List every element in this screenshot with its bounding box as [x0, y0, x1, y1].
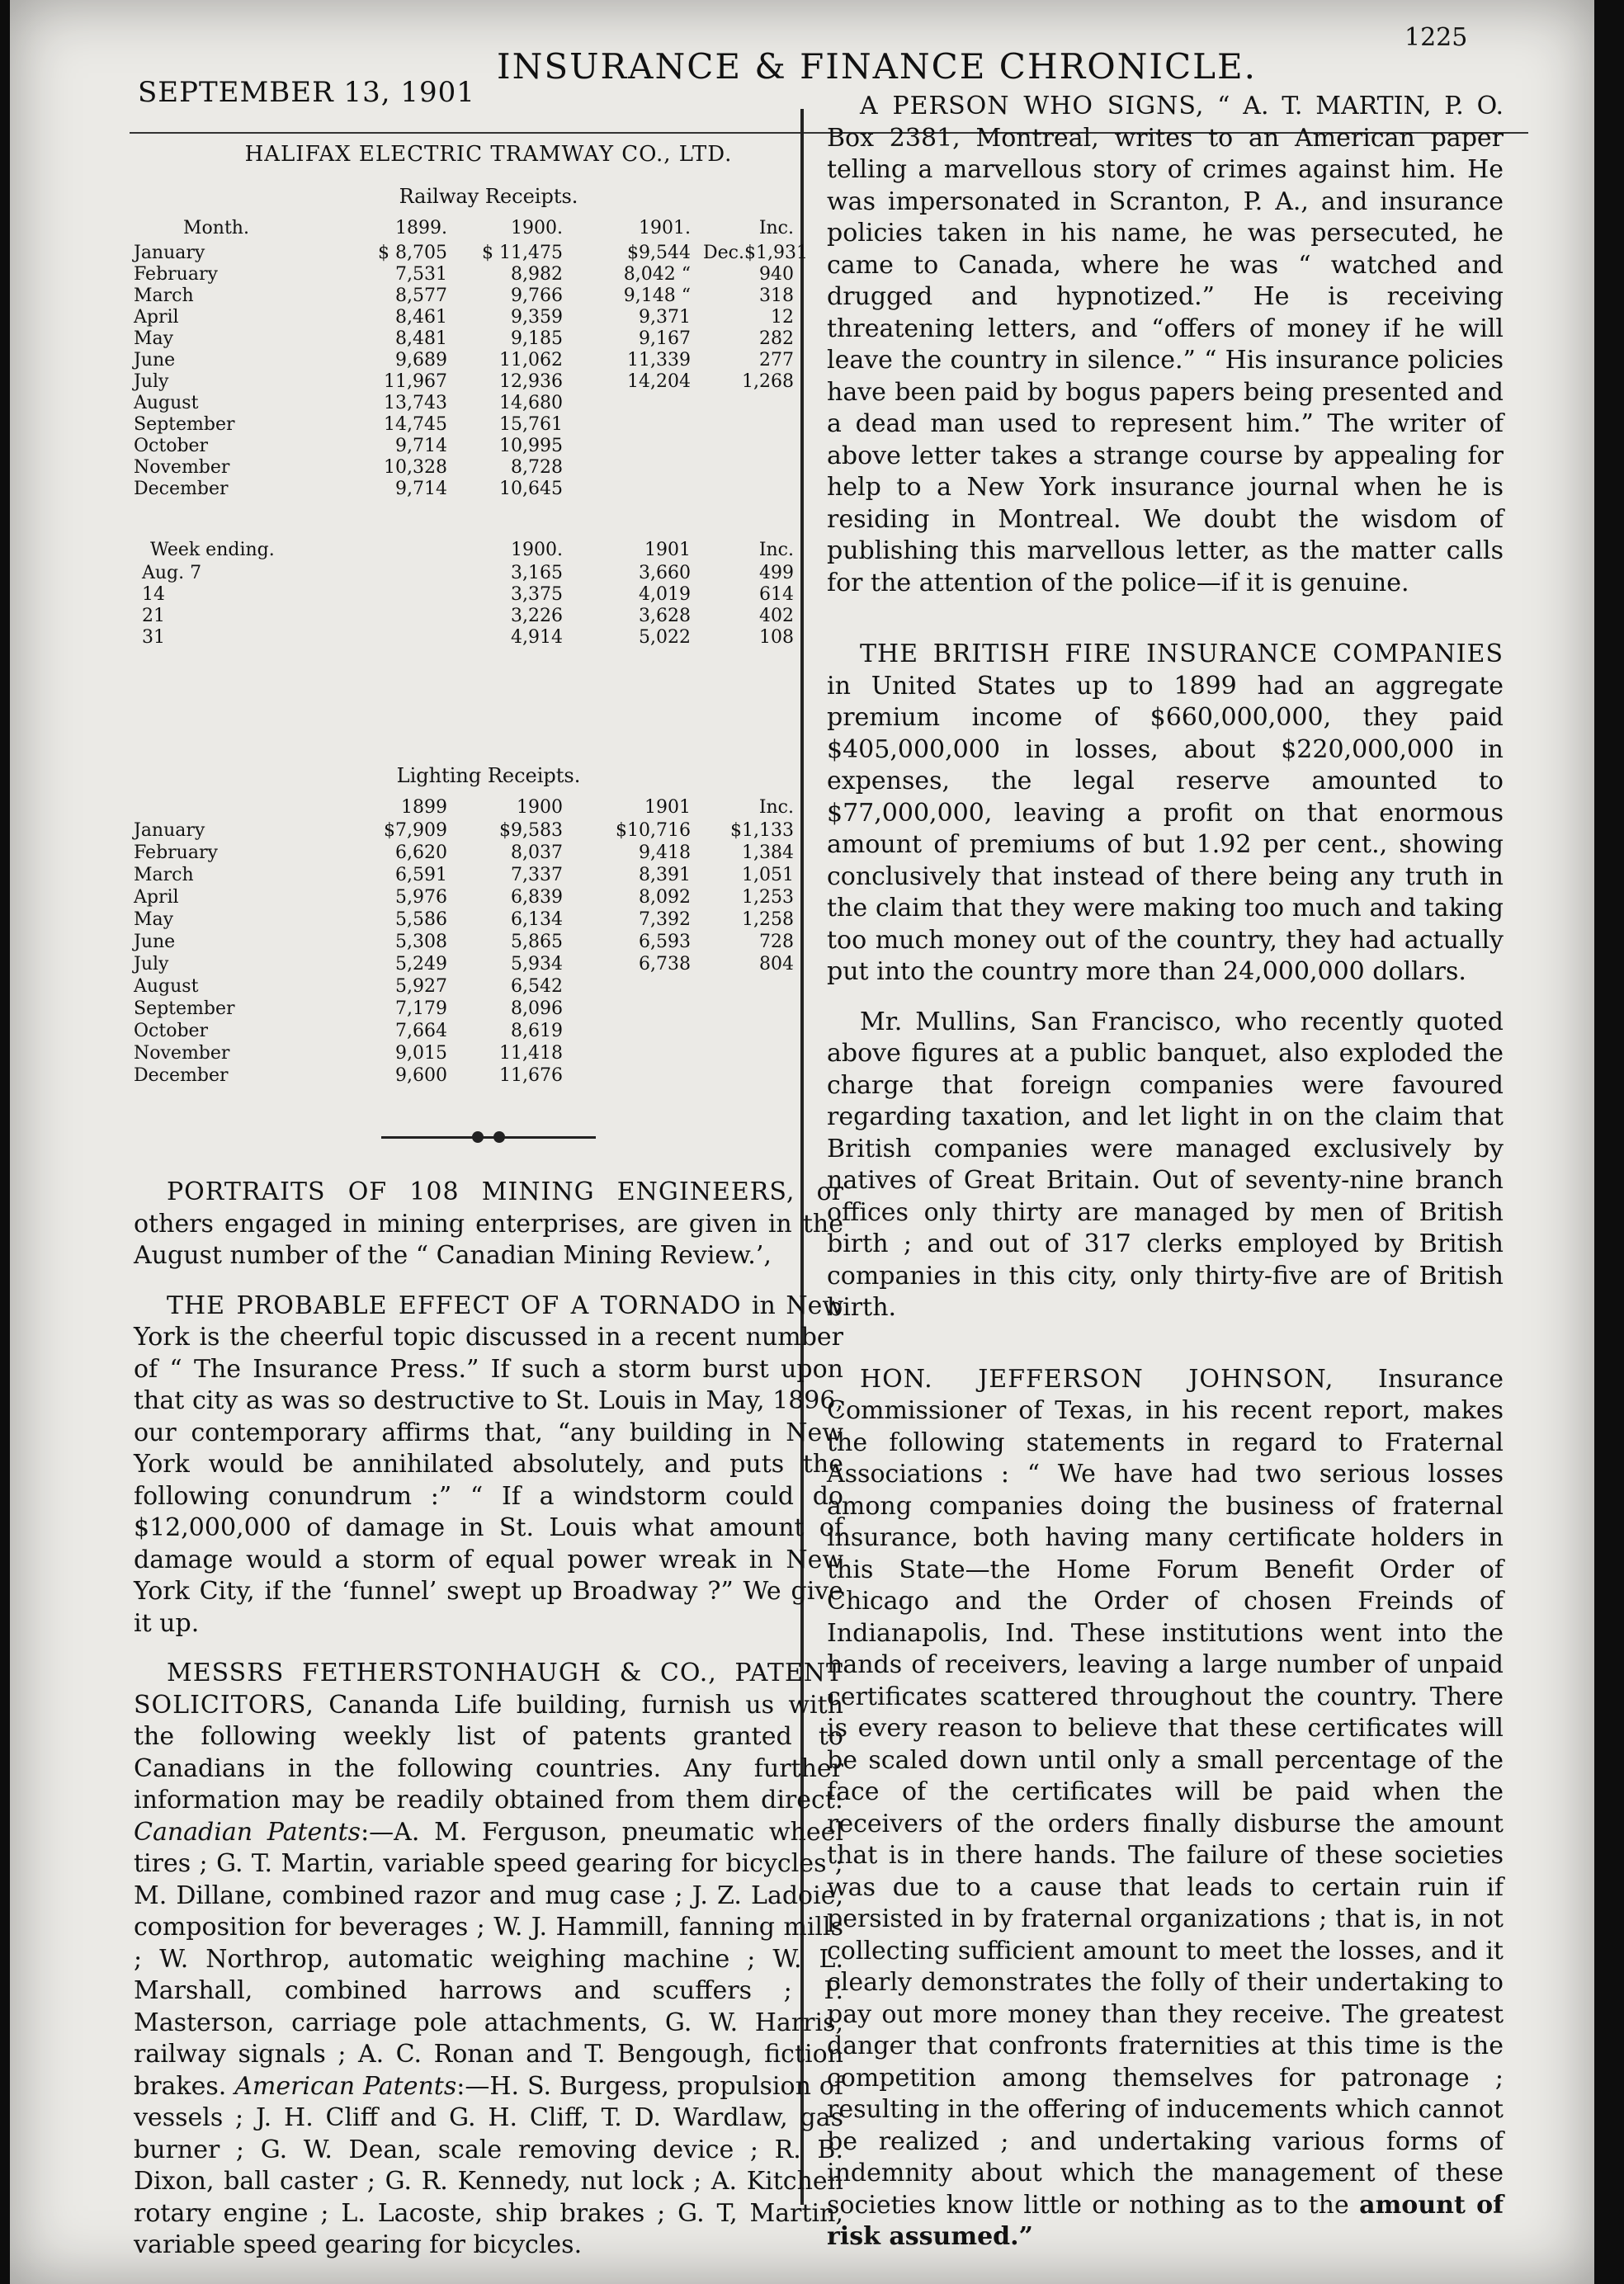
cell-inc: 402 — [759, 606, 794, 626]
row-month: July — [134, 954, 169, 974]
cell-1899: $7,909 — [384, 820, 447, 841]
cell-1901: 3,628 — [639, 606, 691, 626]
cell-1900: 8,037 — [511, 842, 563, 863]
railway-receipts-table — [134, 218, 843, 746]
cell-1900: 6,839 — [511, 887, 563, 908]
table-row — [134, 865, 843, 886]
cell-1901: 8,092 — [639, 887, 691, 908]
cell-1901: $10,716 — [616, 820, 691, 841]
cell-1901: 6,738 — [639, 954, 691, 974]
row-month: November — [134, 457, 230, 478]
lighting-col-inc: Inc. — [758, 797, 794, 818]
cell-1900: $9,583 — [499, 820, 563, 841]
cell-inc: Dec.$1,931 — [703, 243, 808, 263]
cell-inc: 940 — [759, 264, 794, 285]
right-column — [827, 91, 1504, 2272]
cell-1900: 11,062 — [499, 350, 563, 370]
lighting-receipts-title: Lighting Receipts. — [396, 764, 581, 787]
cell-1899: 5,308 — [395, 932, 447, 952]
table-row — [134, 328, 843, 350]
cell-1899: 8,481 — [395, 328, 447, 349]
table-row — [134, 479, 843, 500]
cell-inc: 499 — [759, 563, 794, 583]
col-header-week-ending: Week ending. — [150, 540, 275, 560]
table-row — [134, 584, 843, 606]
row-month: April — [134, 307, 179, 328]
cell-1900: 11,676 — [499, 1065, 563, 1086]
cell-1901: 5,022 — [639, 627, 691, 648]
row-month: March — [134, 865, 194, 885]
cell-1900: 4,914 — [511, 627, 563, 648]
cell-1899: 13,743 — [384, 393, 447, 413]
cell-1899: 11,967 — [384, 371, 447, 392]
cell-1901: 9,148 “ — [623, 286, 691, 306]
cell-1900: 6,134 — [511, 909, 563, 930]
cell-1900: 10,995 — [499, 436, 563, 456]
row-month: February — [134, 842, 218, 863]
cell-1900: 12,936 — [499, 371, 563, 392]
cell-1900: 5,865 — [511, 932, 563, 952]
paragraph-johnson: HON. JEFFERSON JOHNSON, Insurance Commissioner of Texas, in his recent report, makes the following statements in regard to Fraternal Associations : “ We have had two serious losses among companies doing the business of fraternal insurance, both having many certificate holders in this State—the Home Forum Benefit Order of Chicago and the Order of chosen Freinds of Indianapolis, Ind. These institutions went into the hands of receivers, leaving a large number of unpaid certificates scattered throughout the country. There is every reason to believe that these certificates will be scaled down until only a small percentage of the face of the certificates will be paid when the receivers of the orders finally disburse the amount that is in there hands. The failure of these societies was due to a cause that leads to certain ruin if persisted in by fraternal organizations ; that is, in not collecting sufficient amount to meet the losses, and it clearly demonstrates the folly of their undertaking to pay out more money than they receive. The greatest danger that confronts fraternities at this time is the competition among themselves for patronage ; resulting in the offering of inducements which cannot be realized ; and undertaking various forms of indemnity about which the management of these societies know little or nothing as to the amount of risk assumed.” — [827, 1364, 1504, 2251]
cell-1900: 9,766 — [511, 286, 563, 306]
cell-1899: 7,179 — [395, 998, 447, 1019]
cell-1900: 6,542 — [511, 976, 563, 997]
row-month: October — [134, 436, 209, 456]
cell-1900: 10,645 — [499, 479, 563, 499]
cell-1901: 8,391 — [639, 865, 691, 885]
row-month: September — [134, 998, 235, 1019]
table-row — [134, 243, 843, 264]
cell-inc: 1,268 — [742, 371, 794, 392]
paragraph-patents: MESSRS FETHERSTONHAUGH & CO., PATENT SOLICITORS, Cananda Life building, furnish us with the following weekly list of patents granted to Canadians in the following countries. Any further information may be readily obtained from them direct: Canadian Patents:—A. M. Ferguson, pneumatic wheel tires ; G. T. Martin, variable speed gearing for bicycles ; M. Dillane, combined razor and mug case ; J. Z. Ladoie, composition for beverages ; W. J. Hammill, fanning mills ; W. Northrop, automatic weighing machine ; W. L. Marshall, combined harrows and scuffers ; P. Masterson, carriage pole attachments, G. W. Harris, railway signals ; A. C. Ronan and T. Bengough, fiction brakes. American Patents:—H. S. Burgess, propulsion of vessels ; J. H. Cliff and G. H. Cliff, T. D. Wardlaw, gas burner ; G. W. Dean, scale removing device ; R. B. Dixon, ball caster ; G. R. Kennedy, nut lock ; A. Kitchen rotary engine ; L. Lacoste, ship brakes ; G. T, Martin, variable speed gearing for bicycles. — [134, 1659, 843, 2259]
row-week: 31 — [142, 627, 165, 648]
cell-1900: 9,185 — [511, 328, 563, 349]
cell-1899: 5,249 — [395, 954, 447, 974]
row-week: 14 — [142, 584, 165, 605]
row-month: April — [134, 887, 179, 908]
cell-inc: 282 — [759, 328, 794, 349]
cell-1900: 8,619 — [511, 1021, 563, 1041]
cell-1899: 9,600 — [395, 1065, 447, 1086]
col-header-week-1901: 1901 — [644, 540, 691, 560]
lighting-col-1900: 1900 — [517, 797, 563, 818]
cell-1901: 7,392 — [639, 909, 691, 930]
table-row — [134, 393, 843, 414]
cell-1899: 7,531 — [395, 264, 447, 285]
row-month: December — [134, 1065, 229, 1086]
table-row — [134, 414, 843, 436]
row-month: November — [134, 1043, 230, 1064]
table-row — [134, 1043, 843, 1064]
col-header-1900: 1900. — [511, 218, 563, 238]
row-month: June — [134, 350, 176, 370]
col-header-month: Month. — [183, 218, 249, 238]
cell-inc: 12 — [771, 307, 794, 328]
table-row — [134, 307, 843, 328]
cell-1899: 6,591 — [395, 865, 447, 885]
lighting-header-row — [134, 797, 843, 819]
row-month: September — [134, 414, 235, 435]
table-row — [134, 350, 843, 371]
cell-1900: 8,982 — [511, 264, 563, 285]
cell-1899: 5,586 — [395, 909, 447, 930]
cell-1901: 8,042 “ — [623, 264, 691, 285]
row-week: 21 — [142, 606, 165, 626]
col-header-1901: 1901. — [639, 218, 691, 238]
issue-date: SEPTEMBER 13, 1901 — [138, 76, 475, 109]
cell-1900: 3,375 — [511, 584, 563, 605]
cell-inc: 614 — [759, 584, 794, 605]
table-row — [134, 286, 843, 307]
cell-1901: 9,167 — [639, 328, 691, 349]
cell-1900: 3,226 — [511, 606, 563, 626]
left-column — [134, 124, 843, 2280]
cell-inc: 1,253 — [742, 887, 794, 908]
cell-1901: 9,418 — [639, 842, 691, 863]
lighting-col-1901: 1901 — [644, 797, 691, 818]
paragraph-mullins: Mr. Mullins, San Francisco, who recently quoted above figures at a public banquet, also exploded the charge that foreign companies were favoured regarding taxation, and let light in on the claim that British companies were managed exclusively by natives of Great Britain. Out of seventy-nine branch offices only thirty are managed by men of British birth ; and out of 317 clerks employed by British companies in this city, only thirty-five are of British birth. — [827, 1007, 1504, 1322]
paragraph-tornado: THE PROBABLE EFFECT OF A TORNADO in New York is the cheerful topic discussed in a recent number of “ The Insurance Press.” If such a storm burst upon that city as was so destructive to St. Louis in May, 1896, our contemporary affirms that, “any building in New York would be annihilated absolutely, and puts the following conundrum :” “ If a windstorm could do $12,000,000 of damage in St. Louis what amount of damage would a storm of equal power wreak in New York City, if the ‘funnel’ swept up Broadway ?” We give it up. — [134, 1291, 844, 1638]
cell-inc: 728 — [759, 932, 794, 952]
cell-1901: $9,544 — [627, 243, 691, 263]
table-row — [134, 976, 843, 998]
cell-1900: 15,761 — [499, 414, 563, 435]
table-row — [134, 436, 843, 457]
cell-inc: 1,384 — [742, 842, 794, 863]
table-row — [134, 1021, 843, 1042]
col-header-week-inc: Inc. — [758, 540, 794, 560]
table-row — [134, 909, 843, 931]
row-month: December — [134, 479, 229, 499]
row-month: October — [134, 1021, 209, 1041]
table-row — [134, 1065, 843, 1087]
table-row — [134, 998, 843, 1020]
cell-1899: 9,714 — [395, 479, 447, 499]
cell-1901: 6,593 — [639, 932, 691, 952]
cell-inc: 1,051 — [742, 865, 794, 885]
table-row — [134, 820, 843, 842]
table-row — [134, 371, 843, 393]
cell-inc: $1,133 — [730, 820, 794, 841]
row-month: February — [134, 264, 218, 285]
cell-1899: 9,689 — [395, 350, 447, 370]
row-week: Aug. 7 — [142, 563, 202, 583]
cell-1900: 14,680 — [499, 393, 563, 413]
cell-inc: 318 — [759, 286, 794, 306]
cell-1901: 3,660 — [639, 563, 691, 583]
col-header-1899: 1899. — [395, 218, 447, 238]
col-header-inc: Inc. — [758, 218, 794, 238]
cell-1901: 4,019 — [639, 584, 691, 605]
row-month: March — [134, 286, 194, 306]
cell-1899: $ 8,705 — [378, 243, 447, 263]
section-ornament — [381, 1130, 596, 1144]
railway-receipts-title: Railway Receipts. — [399, 185, 578, 208]
cell-1900: 11,418 — [499, 1043, 563, 1064]
row-month: January — [134, 820, 205, 841]
cell-1901: 11,339 — [627, 350, 691, 370]
cell-inc: 277 — [759, 350, 794, 370]
paragraph-martin: A PERSON WHO SIGNS, “ A. T. MARTIN, P. O. Box 2381, Montreal, writes to an American paper telling a marvellous story of crimes against him. He was impersonated in Scranton, P. A., and insurance policies taken in his name, he was persecuted, he came to Canada, where he was “ watched and drugged and hypnotized.” He is receiving threatening letters, and “offers of money if he will leave the country in silence.” “ His insurance policies have been paid by bogus papers being presented and a dead man used to represent him.” The writer of above letter takes a strange course by appealing for help to a New York insurance journal when he is residing in Montreal. We doubt the wisdom of publishing this marvellous letter, as the matter calls for the attention of the police—if it is genuine. — [827, 92, 1504, 597]
cell-1899: 6,620 — [395, 842, 447, 863]
cell-1900: 7,337 — [511, 865, 563, 885]
table-row — [134, 954, 843, 975]
cell-1901: 9,371 — [639, 307, 691, 328]
cell-1899: 14,745 — [384, 414, 447, 435]
col-header-week-1900: 1900. — [511, 540, 563, 560]
table-row — [134, 563, 843, 584]
table-row — [134, 606, 843, 627]
cell-inc: 1,258 — [742, 909, 794, 930]
cell-1899: 8,577 — [395, 286, 447, 306]
cell-1900: 8,728 — [511, 457, 563, 478]
cell-1900: 9,359 — [511, 307, 563, 328]
cell-1901: 14,204 — [627, 371, 691, 392]
cell-1899: 5,976 — [395, 887, 447, 908]
row-month: June — [134, 932, 176, 952]
cell-1900: 5,934 — [511, 954, 563, 974]
publication-title: INSURANCE & FINANCE CHRONICLE. — [497, 46, 1257, 87]
lighting-col-1899: 1899 — [401, 797, 447, 818]
table-row — [134, 887, 843, 908]
week-header-row — [134, 540, 843, 561]
row-month: August — [134, 393, 199, 413]
railway-header-row — [134, 218, 843, 239]
table-row — [134, 627, 843, 649]
paragraph-mining-engineers: PORTRAITS OF 108 MINING ENGINEERS, or others engaged in mining enterprises, are given in the August number of the “ Canadian Mining Review.’, — [134, 1177, 843, 1270]
table-row — [134, 264, 843, 286]
row-month: July — [134, 371, 169, 392]
cell-1899: 5,927 — [395, 976, 447, 997]
table-row — [134, 457, 843, 479]
cell-1900: 8,096 — [511, 998, 563, 1019]
row-month: May — [134, 909, 174, 930]
cell-1899: 9,714 — [395, 436, 447, 456]
row-month: January — [134, 243, 205, 263]
cell-1899: 8,461 — [395, 307, 447, 328]
cell-inc: 804 — [759, 954, 794, 974]
table-row — [134, 842, 843, 864]
cell-1900: 3,165 — [511, 563, 563, 583]
cell-1899: 10,328 — [384, 457, 447, 478]
paragraph-british-fire: THE BRITISH FIRE INSURANCE COMPANIES in United States up to 1899 had an aggregate premium income of $660,000,000, they paid $405,000,000 in losses, about $220,000,000 in expenses, the legal reserve amounted to $77,000,000, leaving a profit on that enormous amount of premiums of but 1.92 per cent., showing conclusively that instead of there being any truth in the claim that they were making too much and taking too much money out of the country, they had actually put into the country more than 24,000,000 dollars. — [827, 639, 1504, 986]
cell-1900: $ 11,475 — [482, 243, 563, 263]
company-heading: HALIFAX ELECTRIC TRAMWAY CO., LTD. — [244, 142, 733, 167]
row-month: May — [134, 328, 174, 349]
cell-1899: 9,015 — [395, 1043, 447, 1064]
cell-1899: 7,664 — [395, 1021, 447, 1041]
cell-inc: 108 — [759, 627, 794, 648]
newspaper-page — [10, 0, 1594, 2284]
table-row — [134, 932, 843, 953]
page-number: 1225 — [1404, 23, 1468, 52]
lighting-receipts-table — [134, 797, 843, 1119]
row-month: August — [134, 976, 199, 997]
